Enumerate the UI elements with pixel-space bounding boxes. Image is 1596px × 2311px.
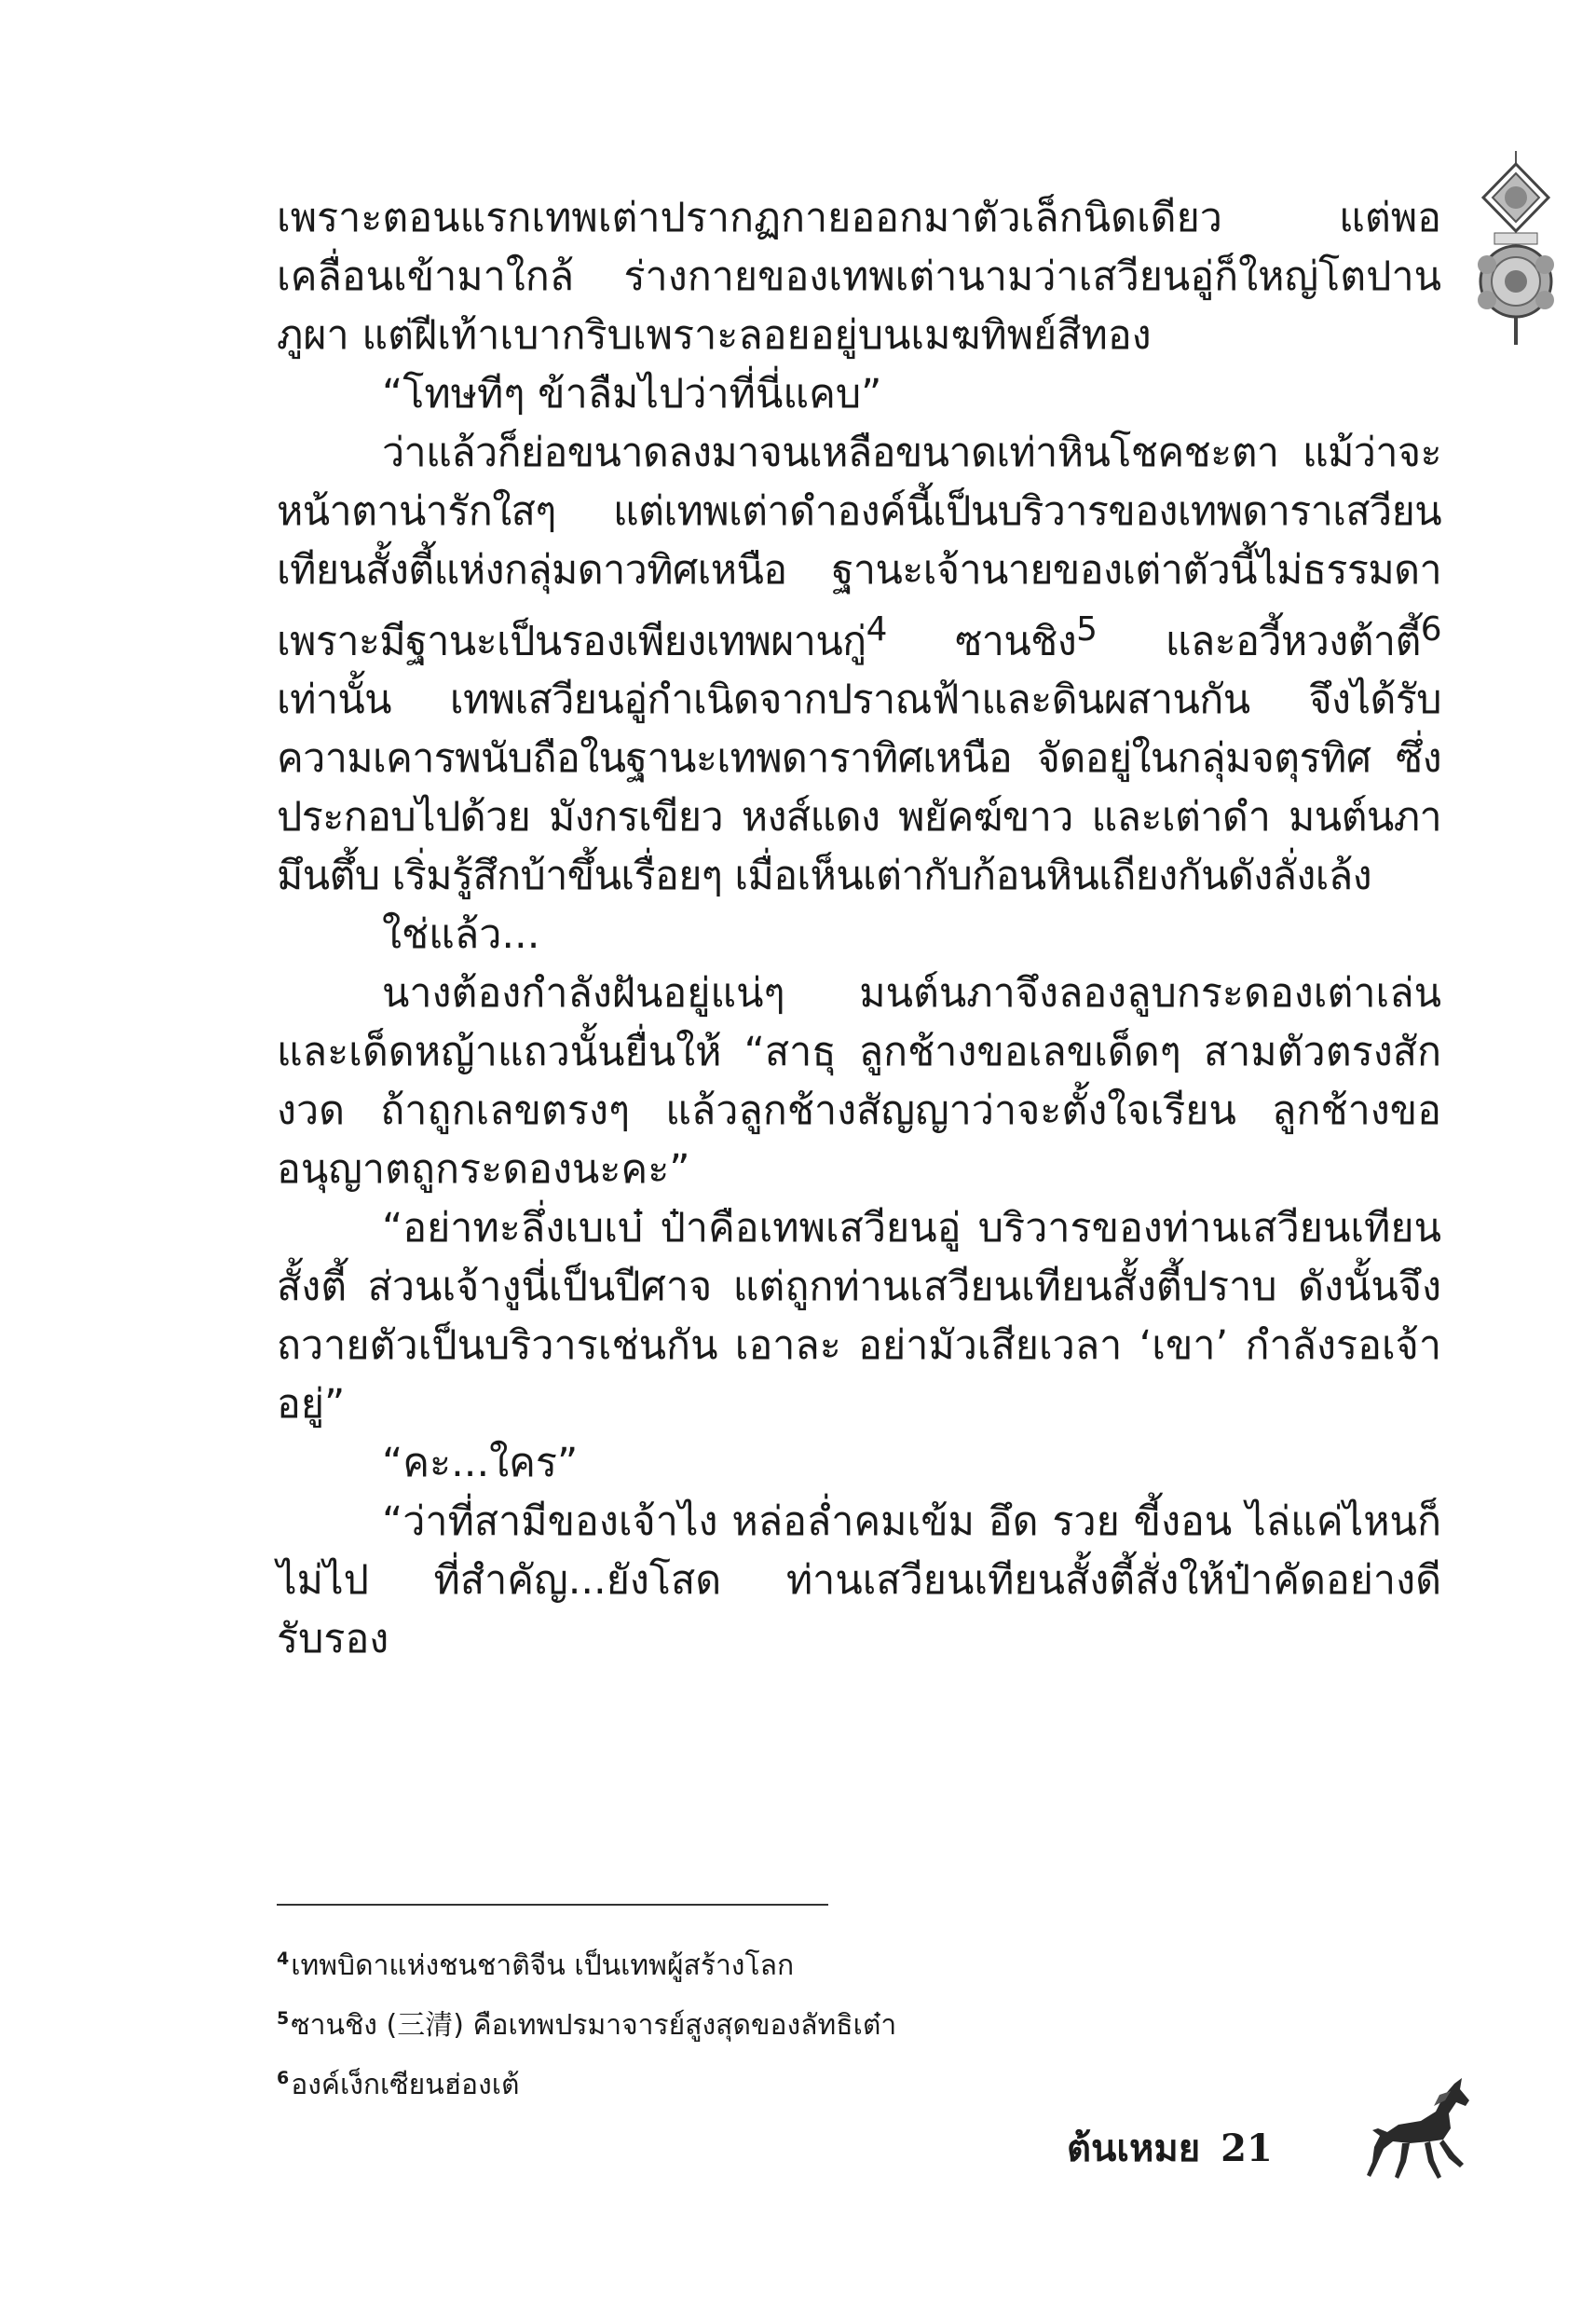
footnote bbox=[277, 1933, 1302, 1992]
footnote-marker[interactable]: 4 bbox=[866, 610, 887, 649]
paragraph: “โทษทีๆ ข้าลืมไปว่าที่นี่แคบ” bbox=[382, 371, 882, 417]
paragraph: “คะ...ใคร” bbox=[382, 1440, 579, 1487]
paragraph: นางต้องกำลังฝันอยู่แน่ๆ มนต์นภาจึงลองลูบกระดองเต่าเล่นและเด็ดหญ้าแถวนั้นยื่นให้ “สาธุ ลูกช้างขอเลขเด็ดๆ สามตัวตรงสักงวด ถ้าถูกเลขตรงๆ แล้วลูกช้างสัญญาว่าจะตั้งใจเรียน ลูกช้างขออนุญาตถูกระดองนะคะ” bbox=[277, 970, 1441, 1194]
page-footer bbox=[1067, 2115, 1273, 2181]
paragraph-with-footnotes bbox=[277, 424, 1441, 906]
footnote-marker[interactable]: 6 bbox=[1420, 610, 1441, 649]
paragraph: “อย่าทะลึ่งเบเบ๋ ป๋าคือเทพเสวียนอู่ บริวารของท่านเสวียนเทียนสั้งตี้ ส่วนเจ้างูนี่เป็นปีศาจ แต่ถูกท่านเสวียนเทียนสั้งตี้ปราบ ดังนั้นจึงถวายตัวเป็นบริวารเช่นกัน เอาละ อย่ามัวเสียเวลา ‘เขา’ กำลังรอเจ้าอยู่” bbox=[277, 1205, 1441, 1429]
paragraph-text: ซานชิง bbox=[886, 618, 1077, 665]
footnote-number: 4 bbox=[277, 1949, 290, 1969]
paragraph: ใช่แล้ว... bbox=[382, 911, 540, 959]
paragraph: “ว่าที่สามีของเจ้าไง หล่อล่ำคมเข้ม อึด รวย ขี้งอน ไล่แค่ไหนก็ไม่ไป ที่สำคัญ...ยังโสด ท่านเสวียนเทียนสั้งตี้สั่งให้ป๋าคัดอย่างดี รับรอง bbox=[277, 1498, 1441, 1663]
paragraph-text: เท่านั้น เทพเสวียนอู่กำเนิดจากปราณฟ้าและดินผสานกัน จึงได้รับความเคารพนับถือในฐานะเทพดาราทิศเหนือ จัดอยู่ในกลุ่มจตุรทิศ ซึ่งประกอบไปด้วย มังกรเขียว หงส์แดง พยัคฆ์ขาว และเต่าดำ มนต์นภามึนตึ้บ เริ่มรู้สึกบ้าขึ้นเรื่อยๆ เมื่อเห็นเต่ากับก้อนหินเถียงกันดังลั่งเล้ง bbox=[277, 677, 1441, 900]
footnote-number: 5 bbox=[277, 2008, 290, 2029]
footnote-marker[interactable]: 5 bbox=[1076, 610, 1098, 649]
series-title: ต้นเหมย bbox=[1067, 2126, 1201, 2170]
lucky-charm-ornament-icon bbox=[1466, 151, 1565, 345]
body-text bbox=[277, 189, 1441, 1669]
footnote-text: องค์เง็กเซียนฮ่องเต้ bbox=[291, 2069, 520, 2101]
paragraph-text: ว่าแล้วก็ย่อขนาดลงมาจนเหลือขนาดเท่าหินโชคชะตา แม้ว่าจะหน้าตาน่ารักใสๆ แต่เทพเต่าดำองค์นี้เป็นบริวารของเทพดาราเสวียนเทียนสั้งตี้แห่งกลุ่มดาวทิศเหนือ ฐานะเจ้านายของเต่าตัวนี้ไม่ธรรมดาเพราะมีฐานะเป็นรองเพียงเทพผานกู่ bbox=[277, 430, 1441, 665]
footnote bbox=[277, 1992, 1302, 2052]
paragraph: เพราะตอนแรกเทพเต่าปรากฏกายออกมาตัวเล็กนิดเดียว แต่พอเคลื่อนเข้ามาใกล้ ร่างกายของเทพเต่านามว่าเสวียนอู่ก็ใหญ่โตปานภูผา แต่ฝีเท้าเบากริบเพราะลอยอยู่บนเมฆทิพย์สีทอง bbox=[277, 195, 1441, 359]
footnote-text: ซานชิง (三清) คือเทพปรมาจารย์สูงสุดของลัทธิเต๋า bbox=[291, 2009, 897, 2042]
page-number: 21 bbox=[1221, 2126, 1273, 2170]
footnote bbox=[277, 2052, 1302, 2112]
footnote-text: เทพบิดาแห่งชนชาติจีน เป็นเทพผู้สร้างโลก bbox=[291, 1949, 795, 1982]
footnote-divider bbox=[277, 1904, 828, 1906]
footnotes bbox=[277, 1933, 1302, 2112]
paragraph-text: และอวี้หวงต้าตี้ bbox=[1097, 618, 1421, 665]
footnote-number: 6 bbox=[277, 2068, 290, 2088]
running-horse-icon bbox=[1365, 2074, 1475, 2184]
